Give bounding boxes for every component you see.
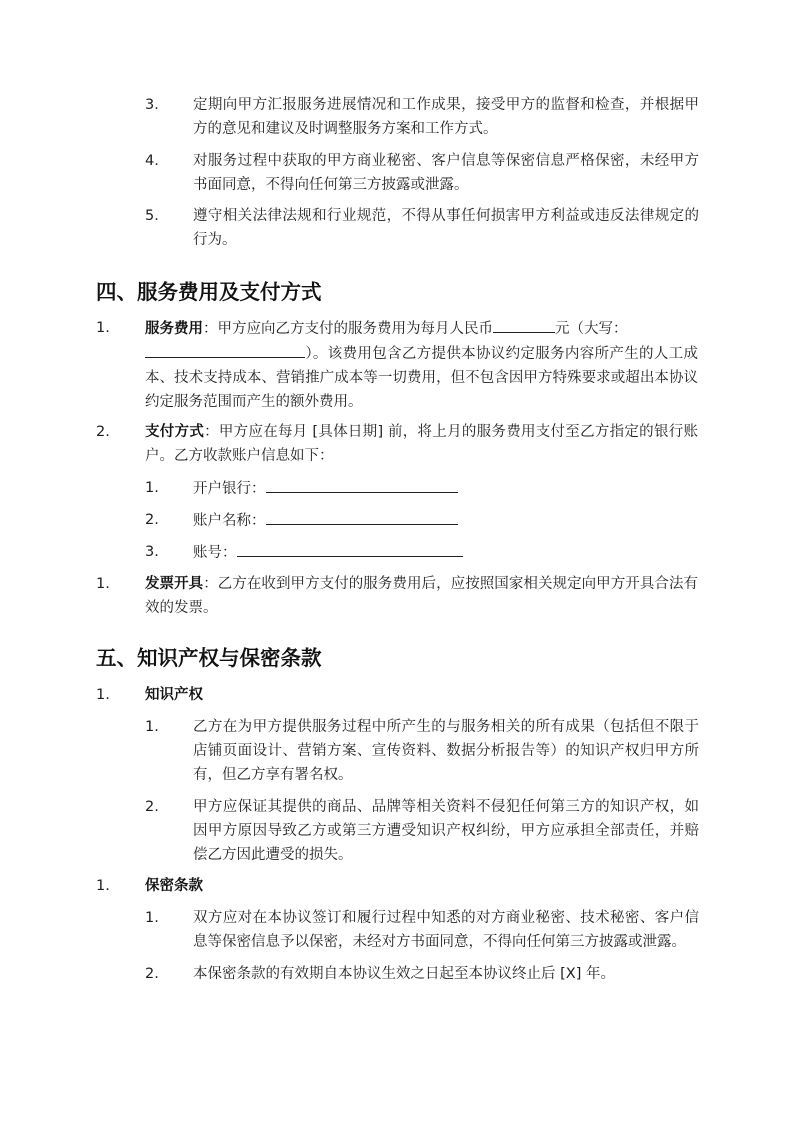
- clause-text: ）。该费用包含乙方提供本协议约定服务内容所产生的人工成本、技术支持成本、营销推广成本等一切费用，但不包含因甲方特殊要求或超出本协议约定服务范围而产生的额外费用。: [145, 346, 698, 410]
- item-number: 2.: [145, 799, 159, 815]
- item-text: 定期向甲方汇报服务进展情况和工作成果，接受甲方的监督和检查，并根据甲方的意见和建议及时调整服务方案和工作方式。: [193, 97, 699, 137]
- item-text: [145, 420, 698, 468]
- item-number: 1.: [96, 576, 110, 592]
- item-number: 2.: [145, 512, 159, 528]
- clause-text: ：乙方在收到甲方支付的服务费用后，应按照国家相关规定向甲方开具合法有效的发票。: [145, 576, 698, 616]
- clause-label: 服务费用: [145, 321, 203, 337]
- clause-text: 元（大写：: [555, 321, 628, 337]
- item-number: 4.: [145, 153, 159, 169]
- item-number: 1.: [96, 878, 110, 894]
- clause-text: ：甲方应在每月 [具体日期] 前，将上月的服务费用支付至乙方指定的银行账户。乙方收款账户信息如下：: [145, 424, 699, 464]
- item-text: 乙方在为甲方提供服务过程中所产生的与服务相关的所有成果（包括但不限于店铺页面设计、营销方案、宣传资料、数据分析报告等）的知识产权归甲方所有，但乙方享有署名权。: [193, 719, 699, 783]
- item-number: 2.: [96, 424, 110, 440]
- item-text: 对服务过程中获取的甲方商业秘密、客户信息等保密信息严格保密，未经甲方书面同意，不得向任何第三方披露或泄露。: [193, 153, 699, 193]
- clause-text: ：甲方应向乙方支付的服务费用为每月人民币: [203, 321, 493, 337]
- item-number: 1.: [96, 687, 110, 703]
- field-label: 账户名称：: [193, 513, 266, 529]
- item-number: 1.: [145, 719, 159, 735]
- amount-uppercase-blank[interactable]: [145, 341, 305, 358]
- clause-label: 发票开具: [145, 576, 204, 592]
- field-label: 账号：: [193, 545, 237, 561]
- clause-label: 知识产权: [145, 687, 203, 703]
- account-number-blank[interactable]: [237, 540, 463, 557]
- clause-label: 保密条款: [145, 878, 203, 894]
- item-number: 1.: [96, 320, 110, 336]
- item-text: [145, 316, 698, 414]
- item-number: 3.: [145, 97, 159, 113]
- item-number: 3.: [145, 544, 159, 560]
- item-text: 双方应对在本协议签订和履行过程中知悉的对方商业秘密、技术秘密、客户信息等保密信息予以保密，未经对方书面同意，不得向任何第三方披露或泄露。: [193, 910, 699, 950]
- section-heading: 四、服务费用及支付方式: [96, 280, 322, 304]
- item-number: 1.: [145, 480, 159, 496]
- bank-blank[interactable]: [266, 476, 458, 493]
- item-number: 5.: [145, 208, 159, 224]
- field-label: 开户银行：: [193, 481, 266, 497]
- item-number: 1.: [145, 910, 159, 926]
- clause-label: 支付方式: [145, 424, 205, 440]
- item-text: 本保密条款的有效期自本协议生效之日起至本协议终止后 [X] 年。: [193, 966, 615, 982]
- item-text: 遵守相关法律法规和行业规范，不得从事任何损害甲方利益或违反法律规定的行为。: [193, 208, 699, 248]
- account-name-blank[interactable]: [266, 508, 458, 525]
- item-text: 甲方应保证其提供的商品、品牌等相关资料不侵犯任何第三方的知识产权，如因甲方原因导致乙方或第三方遭受知识产权纠纷，甲方应承担全部责任，并赔偿乙方因此遭受的损失。: [193, 799, 699, 863]
- section-heading: 五、知识产权与保密条款: [96, 646, 322, 670]
- item-number: 2.: [145, 966, 159, 982]
- amount-blank[interactable]: [493, 316, 555, 333]
- item-text: [145, 572, 698, 620]
